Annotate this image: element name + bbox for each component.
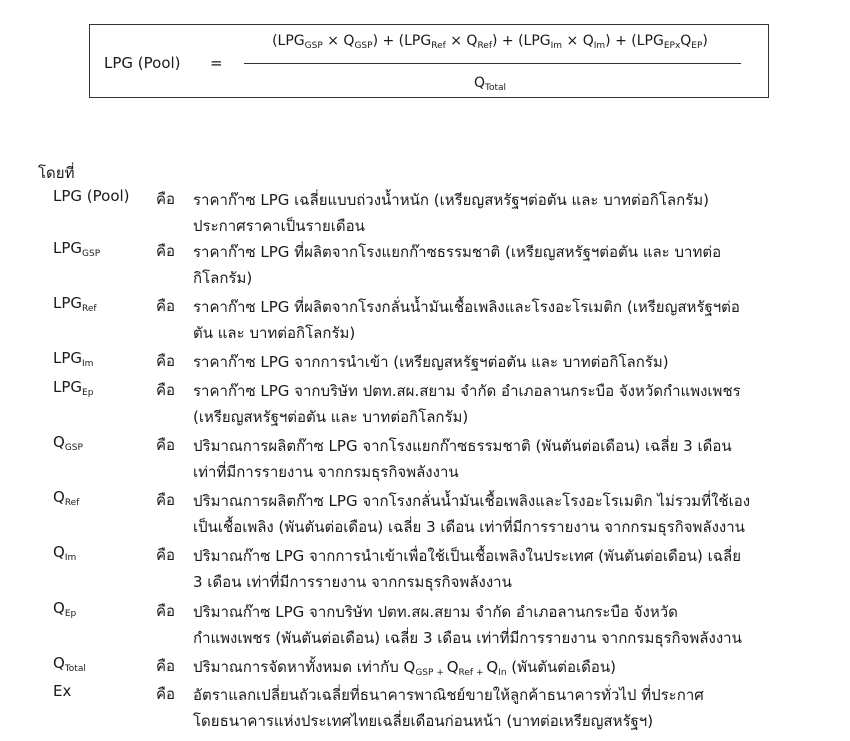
term: $LPG_{GSP}$ bbox=[53, 239, 101, 259]
term: $Q_{Ref}$ bbox=[53, 488, 80, 508]
definition-text: ราคาก๊าซ LPG จากการนำเข้า (เหรียญสหรัฐฯต่อตัน และ บาทต่อกิโลกรัม) bbox=[193, 353, 669, 371]
kue-label: คือ bbox=[156, 546, 176, 564]
term: Ex bbox=[53, 682, 72, 700]
formula-denominator: $Q_{Total}$ bbox=[473, 75, 507, 93]
definition-text: ราคาก๊าซ LPG ที่ผลิตจากโรงแยกก๊าซธรรมชาติ (เหรียญสหรัฐฯต่อตัน และ บาทต่อ กิโลกรัม) bbox=[193, 243, 722, 287]
formula-lhs: LPG (Pool) bbox=[104, 54, 181, 72]
definition-text: ราคาก๊าซ LPG จากบริษัท ปตท.สผ.สยาม จำกัด อำเภอลานกระบือ จังหวัดกำแพงเพชร (เหรียญสหรัฐฯต่อตัน และ บาทต่อกิโลกรัม) bbox=[193, 382, 741, 426]
kue-label: คือ bbox=[156, 685, 176, 703]
definition-text: ปริมาณการผลิตก๊าซ LPG จากโรงกลั่นน้ำมันเชื้อเพลิงและโรงอะโรเมติก ไม่รวมที่ใช้เอง เป็นเชื้อเพลิง (พันตันต่อเดือน) เฉลี่ย 3 เดือน เท่าที่มีการรายงาน จากกรมธุรกิจพลังงาน bbox=[193, 492, 751, 536]
definition-text: ปริมาณก๊าซ LPG จากการนำเข้าเพื่อใช้เป็นเชื้อเพลิงในประเทศ (พันตันต่อเดือน) เฉลี่ย 3 เดือน เท่าที่มีการรายงาน จากกรมธุรกิจพลังงาน bbox=[193, 547, 741, 591]
term: $Q_{Im}$ bbox=[53, 543, 77, 563]
formula-equals: = bbox=[210, 54, 223, 72]
term: $Q_{Total}$ bbox=[53, 654, 86, 674]
term: $Q_{Ep}$ bbox=[53, 599, 77, 619]
definition-text: ปริมาณการผลิตก๊าซ LPG จากโรงแยกก๊าซธรรมชาติ (พันตันต่อเดือน) เฉลี่ย 3 เดือน เท่าที่มีการรายงาน จากกรมธุรกิจพลังงาน bbox=[193, 437, 732, 481]
term: LPG (Pool) bbox=[53, 187, 130, 205]
kue-label: คือ bbox=[156, 242, 176, 260]
kue-label: คือ bbox=[156, 436, 176, 454]
kue-label: คือ bbox=[156, 381, 176, 399]
kue-label: คือ bbox=[156, 491, 176, 509]
intro-label: โดยที่ bbox=[38, 164, 75, 182]
kue-label: คือ bbox=[156, 602, 176, 620]
kue-label: คือ bbox=[156, 352, 176, 370]
definition-text: ปริมาณการจัดหาทั้งหมด เท่ากับ $Q_{GSP}$ $_+$ $Q_{Ref}$ $_+$ $Q_{In}$ (พันตันต่อเดือน) bbox=[193, 658, 617, 678]
definition-text: ราคาก๊าซ LPG เฉลี่ยแบบถ่วงน้ำหนัก (เหรียญสหรัฐฯต่อตัน และ บาทต่อกิโลกรัม) ประกาศราคาเป็นรายเดือน bbox=[193, 191, 709, 235]
definition-text: ราคาก๊าซ LPG ที่ผลิตจากโรงกลั่นน้ำมันเชื้อเพลิงและโรงอะโรเมติก (เหรียญสหรัฐฯต่อ ตัน และ บาทต่อกิโลกรัม) bbox=[193, 298, 740, 342]
definition-text: ปริมาณก๊าซ LPG จากบริษัท ปตท.สผ.สยาม จำกัด อำเภอลานกระบือ จังหวัด กำแพงเพชร (พันตันต่อเดือน) เฉลี่ย 3 เดือน เท่าที่มีการรายงาน จากกรมธุรกิจพลังงาน bbox=[193, 603, 742, 647]
term: $LPG_{Im}$ bbox=[53, 349, 94, 369]
fraction-bar bbox=[244, 63, 741, 64]
term: $LPG_{Ref}$ bbox=[53, 294, 97, 314]
formula-numerator: $(LPG_{GSP} \times Q_{GSP}) + (LPG_{Ref} \times Q_{Ref}) + (LPG_{Im} \times Q_{Im}) + (LPG_{EPx}Q_{EP})$ bbox=[272, 33, 708, 51]
kue-label: คือ bbox=[156, 190, 176, 208]
term: $Q_{GSP}$ bbox=[53, 433, 83, 453]
formula-box bbox=[89, 24, 769, 98]
definition-text: อัตราแลกเปลี่ยนถัวเฉลี่ยที่ธนาคารพาณิชย์ขายให้ลูกค้าธนาคารทั่วไป ที่ประกาศ โดยธนาคารแห่งประเทศไทยเฉลี่ยเดือนก่อนหน้า (บาทต่อเหรียญสหรัฐฯ) bbox=[193, 686, 704, 730]
kue-label: คือ bbox=[156, 297, 176, 315]
term: $LPG_{Ep}$ bbox=[53, 378, 94, 398]
kue-label: คือ bbox=[156, 657, 176, 675]
